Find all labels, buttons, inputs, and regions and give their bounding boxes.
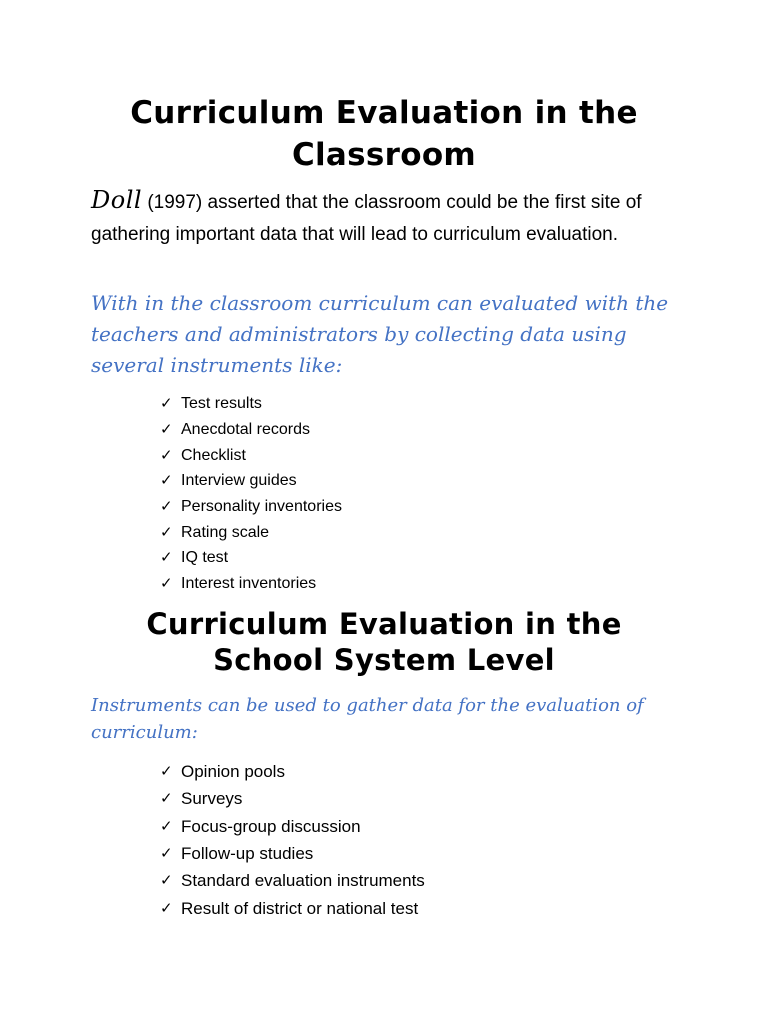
list-item (160, 468, 342, 494)
list-item (160, 813, 425, 840)
checkmark-icon: ✓ (160, 446, 173, 464)
checkmark-icon: ✓ (160, 817, 173, 835)
checkmark-icon: ✓ (160, 899, 173, 917)
section2-script-paragraph: Instruments can be used to gather data for the evaluation of curriculum: (91, 695, 644, 743)
checkmark-icon: ✓ (160, 575, 173, 593)
list-item-label: Test results (181, 395, 262, 413)
checkmark-icon: ✓ (160, 790, 173, 808)
section1-heading-line2: Classroom (291, 137, 477, 173)
list-item-label: Opinion pools (181, 762, 285, 782)
checkmark-icon: ✓ (160, 498, 173, 516)
list-item (160, 758, 425, 785)
section1-instrument-list (160, 391, 342, 597)
list-item (160, 417, 342, 443)
checkmark-icon: ✓ (160, 523, 173, 541)
list-item-label: Follow-up studies (181, 844, 314, 864)
section1-heading (60, 92, 708, 176)
section2-heading-line1: Curriculum Evaluation in the (146, 607, 622, 641)
list-item (160, 867, 425, 894)
checkmark-icon: ✓ (160, 395, 173, 413)
section2-heading-line2: School System Level (213, 643, 555, 677)
checkmark-icon: ✓ (160, 845, 173, 863)
intro-author: Doll (91, 186, 143, 214)
list-item (160, 571, 342, 597)
list-item-label: Standard evaluation instruments (181, 871, 425, 891)
intro-text: (1997) asserted that the classroom could be the first site of gathering important data that will lead to curriculum evaluation. (91, 192, 642, 245)
list-item-label: IQ test (181, 549, 229, 567)
list-item-label: Checklist (181, 446, 246, 464)
section2-heading (60, 606, 708, 678)
list-item-label: Result of district or national test (181, 898, 419, 918)
list-item-label: Interview guides (181, 472, 297, 490)
checkmark-icon: ✓ (160, 872, 173, 890)
checkmark-icon: ✓ (160, 763, 173, 781)
list-item-label: Interest inventories (181, 575, 317, 593)
list-item (160, 894, 425, 921)
list-item-label: Focus-group discussion (181, 816, 361, 836)
checkmark-icon: ✓ (160, 421, 173, 439)
section1-heading-line1: Curriculum Evaluation in the (130, 95, 638, 131)
list-item-label: Personality inventories (181, 498, 342, 516)
list-item-label: Rating scale (181, 523, 270, 541)
list-item (160, 840, 425, 867)
list-item-label: Surveys (181, 789, 243, 809)
list-item (160, 494, 342, 520)
list-item (160, 442, 342, 468)
list-item (160, 519, 342, 545)
checkmark-icon: ✓ (160, 472, 173, 490)
list-item (160, 391, 342, 417)
checkmark-icon: ✓ (160, 549, 173, 567)
intro-paragraph (91, 184, 691, 251)
list-item (160, 545, 342, 571)
list-item (160, 785, 425, 812)
section1-script-paragraph: With in the classroom curriculum can evaluated with the teachers and administrators by collecting data using several instruments like: (91, 291, 669, 377)
list-item-label: Anecdotal records (181, 421, 310, 439)
section2-instrument-list (160, 758, 425, 922)
